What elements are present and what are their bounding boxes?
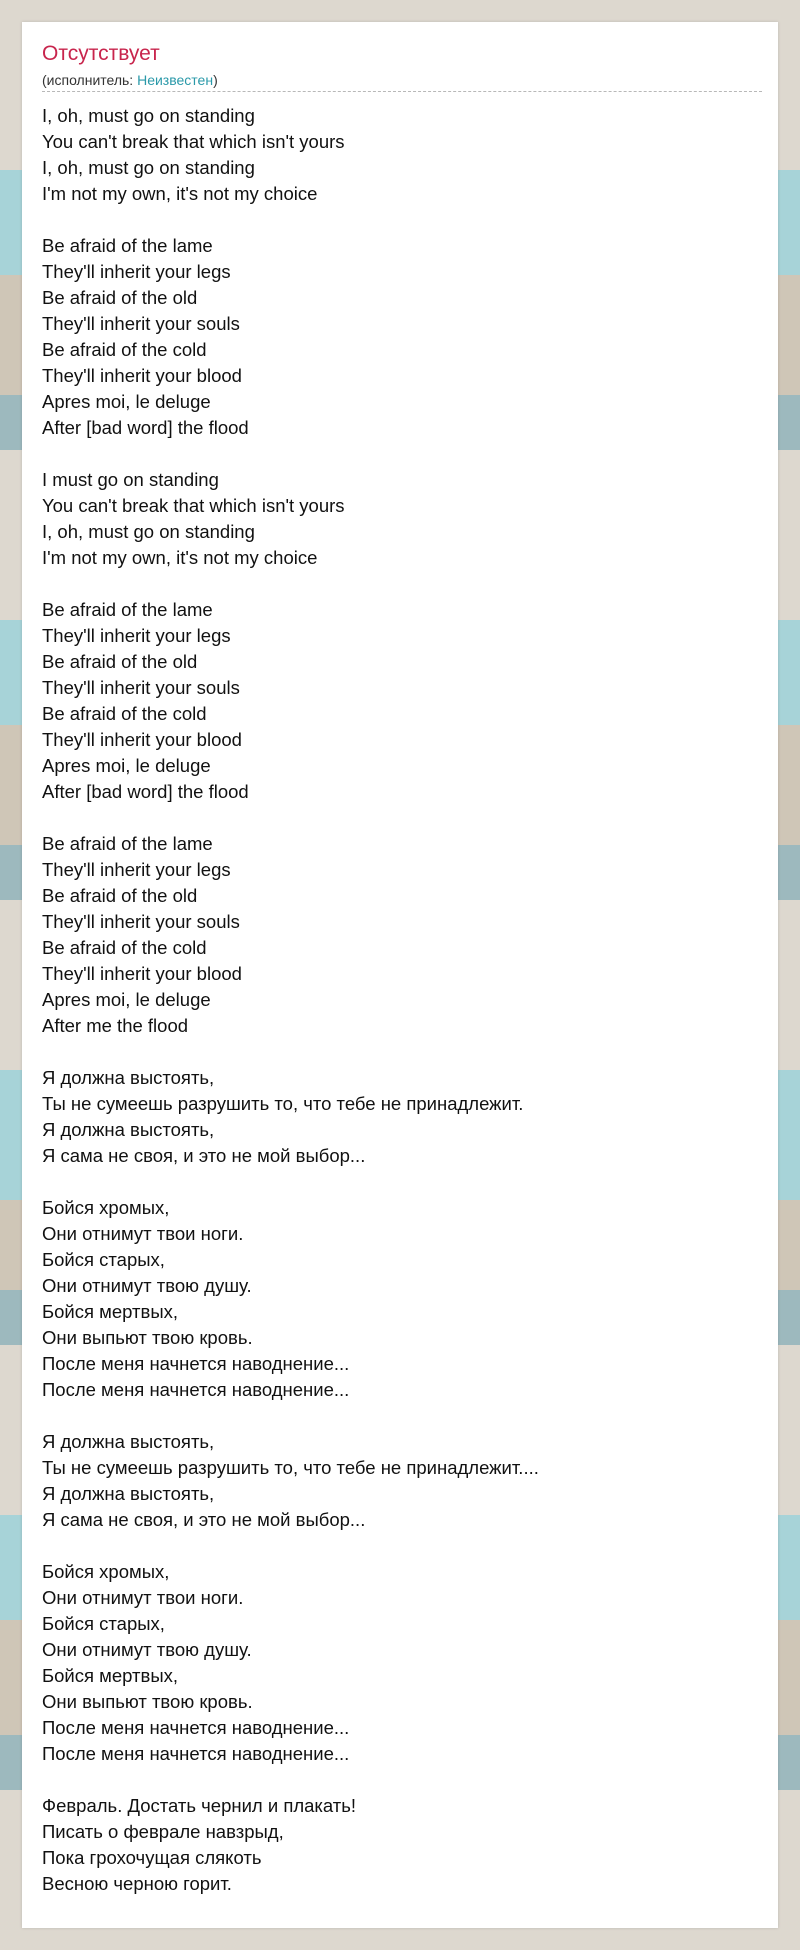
lyric-line: Be afraid of the cold: [42, 937, 207, 958]
stanza-gap: [42, 207, 762, 233]
stanza-gap: [42, 1039, 762, 1065]
artist-suffix: ): [213, 72, 218, 88]
stanza-gap: [42, 1533, 762, 1559]
stanza-gap: [42, 571, 762, 597]
lyric-line: Be afraid of the lame: [42, 833, 213, 854]
lyric-line: They'll inherit your souls: [42, 313, 240, 334]
lyric-line: You can't break that which isn't yours: [42, 131, 345, 152]
lyric-line: Я сама не своя, и это не мой выбор...: [42, 1145, 366, 1166]
lyric-line: You can't break that which isn't yours: [42, 495, 345, 516]
lyric-line: I, oh, must go on standing: [42, 521, 255, 542]
lyric-line: Я должна выстоять,: [42, 1431, 215, 1452]
lyric-line: Они отнимут твою душу.: [42, 1275, 252, 1296]
lyric-line: I must go on standing: [42, 469, 219, 490]
artist-link[interactable]: Неизвестен: [137, 72, 214, 88]
lyric-line: После меня начнется наводнение...: [42, 1743, 350, 1764]
lyric-line: They'll inherit your souls: [42, 911, 240, 932]
lyric-line: Я должна выстоять,: [42, 1483, 215, 1504]
lyric-line: Они выпьют твою кровь.: [42, 1691, 253, 1712]
lyric-line: Бойся хромых,: [42, 1197, 170, 1218]
lyric-line: Be afraid of the cold: [42, 703, 207, 724]
lyrics-card: [22, 22, 778, 1928]
lyric-line: Они выпьют твою кровь.: [42, 1327, 253, 1348]
lyric-line: Apres moi, le deluge: [42, 391, 211, 412]
lyric-line: После меня начнется наводнение...: [42, 1353, 350, 1374]
lyric-line: Бойся хромых,: [42, 1561, 170, 1582]
lyric-line: Ты не сумеешь разрушить то, что тебе не принадлежит....: [42, 1457, 539, 1478]
lyric-line: Бойся старых,: [42, 1613, 165, 1634]
lyric-line: After me the flood: [42, 1015, 189, 1036]
lyric-line: Я должна выстоять,: [42, 1119, 215, 1140]
lyric-line: They'll inherit your blood: [42, 365, 242, 386]
lyrics-body: [42, 103, 762, 1897]
lyric-line: Apres moi, le deluge: [42, 989, 211, 1010]
lyric-line: Бойся мертвых,: [42, 1301, 179, 1322]
artist-line: [42, 72, 762, 92]
lyric-line: Я сама не своя, и это не мой выбор...: [42, 1509, 366, 1530]
lyric-line: Be afraid of the old: [42, 885, 198, 906]
lyric-line: They'll inherit your souls: [42, 677, 240, 698]
lyric-line: Бойся старых,: [42, 1249, 165, 1270]
lyric-line: После меня начнется наводнение...: [42, 1717, 350, 1738]
lyric-line: After [bad word] the flood: [42, 781, 249, 802]
lyric-line: Be afraid of the lame: [42, 599, 213, 620]
lyric-line: После меня начнется наводнение...: [42, 1379, 350, 1400]
lyric-line: They'll inherit your legs: [42, 625, 231, 646]
lyric-line: I'm not my own, it's not my choice: [42, 183, 318, 204]
lyric-line: They'll inherit your legs: [42, 261, 231, 282]
lyric-line: They'll inherit your blood: [42, 963, 242, 984]
lyric-line: Пока грохочущая слякоть: [42, 1847, 262, 1868]
lyric-line: Be afraid of the old: [42, 651, 198, 672]
stanza-gap: [42, 441, 762, 467]
lyric-line: Apres moi, le deluge: [42, 755, 211, 776]
artist-prefix: (исполнитель:: [42, 72, 138, 88]
lyric-line: I, oh, must go on standing: [42, 105, 255, 126]
stanza-gap: [42, 1403, 762, 1429]
lyric-line: Я должна выстоять,: [42, 1067, 215, 1088]
stanza-gap: [42, 1767, 762, 1793]
lyric-line: Be afraid of the old: [42, 287, 198, 308]
lyric-line: I'm not my own, it's not my choice: [42, 547, 318, 568]
lyric-line: After [bad word] the flood: [42, 417, 249, 438]
lyric-line: Они отнимут твои ноги.: [42, 1587, 244, 1608]
lyric-line: They'll inherit your blood: [42, 729, 242, 750]
lyric-line: Февраль. Достать чернил и плакать!: [42, 1795, 357, 1816]
lyric-line: Бойся мертвых,: [42, 1665, 179, 1686]
lyric-line: They'll inherit your legs: [42, 859, 231, 880]
song-title: Отсутствует: [42, 42, 160, 65]
lyric-line: I, oh, must go on standing: [42, 157, 255, 178]
lyric-line: Be afraid of the cold: [42, 339, 207, 360]
stanza-gap: [42, 805, 762, 831]
lyric-line: Они отнимут твои ноги.: [42, 1223, 244, 1244]
lyric-line: Ты не сумеешь разрушить то, что тебе не принадлежит.: [42, 1093, 524, 1114]
lyric-line: Весною черною горит.: [42, 1873, 232, 1894]
lyric-line: Be afraid of the lame: [42, 235, 213, 256]
stanza-gap: [42, 1169, 762, 1195]
lyric-line: Писать о феврале навзрыд,: [42, 1821, 284, 1842]
lyric-line: Они отнимут твою душу.: [42, 1639, 252, 1660]
